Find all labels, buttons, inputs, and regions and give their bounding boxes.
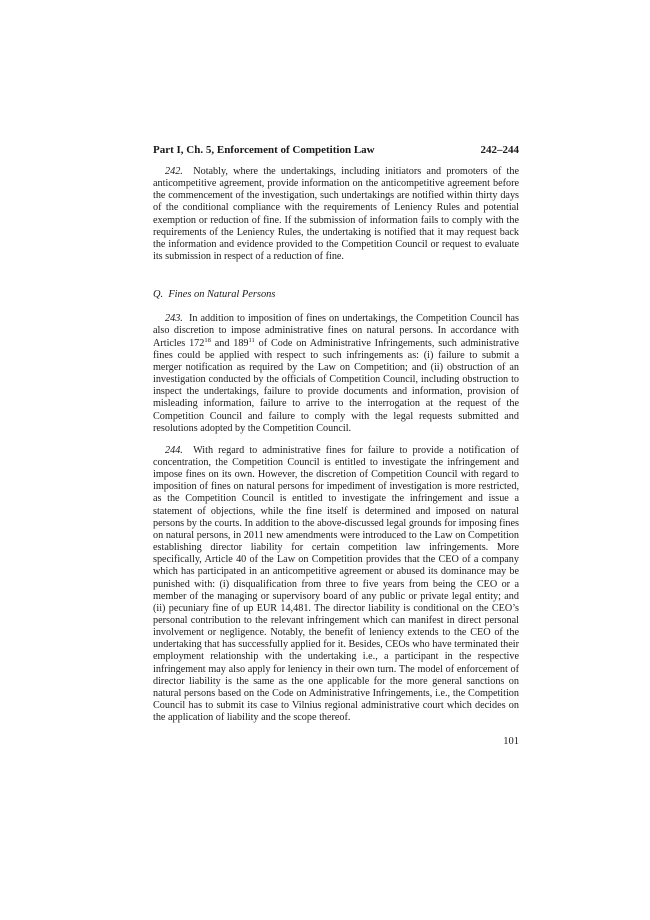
running-head xyxy=(153,143,519,158)
paragraph-number: 244. xyxy=(165,444,183,456)
paragraph-text: In addition to imposition of fines on undertakings, the Competition Council has also discretion to impose administrative fines on natural persons. In accordance with Articles 172 xyxy=(153,313,519,349)
section-title: Fines on Natural Persons xyxy=(168,289,276,301)
section-heading xyxy=(153,288,519,301)
paragraph-text: and 189 xyxy=(210,337,249,349)
paragraph-243 xyxy=(153,313,519,435)
paragraph-number: 242. xyxy=(165,166,183,177)
paragraph-range: 242–244 xyxy=(480,144,519,156)
paragraph-gap xyxy=(153,435,519,445)
paragraph-244 xyxy=(153,445,519,725)
paragraph-text: of Code on Administrative Infringements, such administrative fines could be applied with respect to such infringements as: (i) failure to submit a merger notification as required by the Law on Competition; and (ii) obstruction of an investigation conducted by the officials of Competition Council, including obstruction to inspect the undertakings, failure to provide documents and information, provision of misleading information, failure to arrive to the interrogation at the request of the Competition Council and failure to comply with the legal requests submitted and resolutions adopted by the Competition Council. xyxy=(153,337,519,434)
superscript-article-189: 11 xyxy=(248,336,255,344)
page-number: 101 xyxy=(503,736,519,748)
page-body xyxy=(153,143,519,747)
superscript-article-172: 18 xyxy=(204,336,211,344)
paragraph-number: 243. xyxy=(165,313,183,325)
paragraph-text: Notably, where the undertakings, including initiators and promoters of the anticompetitive agreement, provide information on the anticompetitive agreement before the commencement of the investigation, such undertakings are notified within thirty days of the conditional compliance with the requirements of Leniency Rules and potential exemption or reduction of fine. If the submission of information fails to comply with the requirements of the Leniency Rules, the undertaking is notified that it may request back the information and evidence provided to the Competition Council or request to evaluate its submission in respect of a reduction of fine. xyxy=(153,166,519,263)
chapter-title: Part I, Ch. 5, Enforcement of Competition Law xyxy=(153,144,375,156)
paragraph-text: With regard to administrative fines for failure to provide a notification of concentration, the Competition Council is entitled to investigate the infringement and impose fines on its own. However, the discretion of Competition Council with regard to imposition of fines on natural persons for impediment of investigation is more restricted, as the Competition Council is entitled to investigate the infringement and issue a statement of objections, while the fine itself is determined and imposed on natural persons by the courts. In addition to the above-discussed legal grounds for imposing fines on natural persons, in 2011 new amendments were introduced to the Law on Competition establishing director liability for certain competition law infringements. More specifically, Article 40 of the Law on Competition provides that the CEO of a company which has participated in an anticompetitive agreement or abused its dominance may be punished with: (i) disqualification from three to five years from being the CEO or a member of the managing or supervisory board of any public or private legal entity; and (ii) pecuniary fine of up EUR 14,481. The director liability is conditional on the CEO’s personal contribution to the relevant infringement which can manifest in direct personal involvement or negligence. Notably, the benefit of leniency extends to the CEO of the undertaking that has successfully applied for it. Besides, CEOs who have terminated their employment relationship with the undertaking i.e., a participant in the respective infringement may also apply for leniency in their own turn. The model of enforcement of director liability is the same as the one applicable for the more general sanctions on natural persons based on the Code on Administrative Infringements, i.e., the Competition Council has to submit its case to Vilnius regional administrative court which decides on the application of liability and the scope thereof. xyxy=(153,444,519,724)
paragraph-242 xyxy=(153,166,519,263)
section-letter: Q. xyxy=(153,289,164,301)
